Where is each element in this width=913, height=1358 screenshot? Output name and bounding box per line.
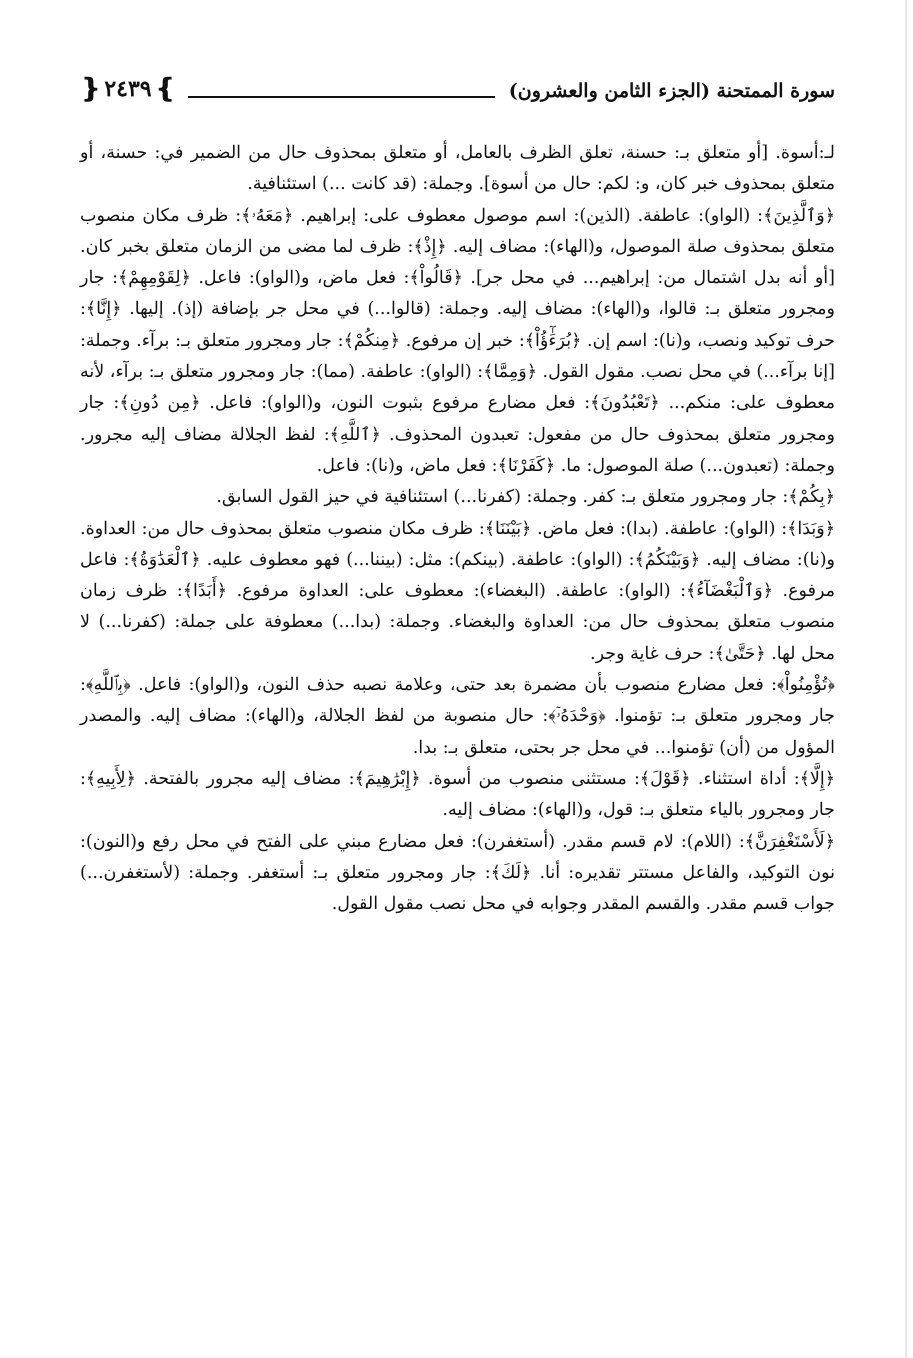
page-number-box <box>80 72 176 106</box>
paragraph-6: ﴿إِلَّا﴾: أداة استثناء. ﴿قَوْلَ﴾: مستثنى منصوب من أسوة. ﴿إِبْرَٰهِيمَ﴾: مضاف إليه مجرور بالفتحة. ﴿لِأَبِيهِ﴾: جار ومجرور بالياء متعلق بـ: قول، و(الهاء): مضاف إليه. <box>80 768 835 821</box>
page-edge <box>905 0 907 1358</box>
paragraph-7: ﴿لَأَسْتَغْفِرَنَّ﴾: (اللام): لام قسم مقدر. (أستغفرن): فعل مضارع مبني على الفتح في محل رفع و(النون): نون التوكيد، والفاعل مستتر تقديره: أنا. ﴿لَكَ﴾: جار ومجرور متعلق بـ: أستغفر. وجملة: (لأستغفرن...) جواب قسم مقدر. والقسم المقدر وجوابه في محل نصب مقول القول. <box>80 831 835 915</box>
page-body <box>80 138 835 920</box>
running-title: سورة الممتحنة (الجزء الثامن والعشرون) <box>508 80 835 102</box>
page-header <box>80 60 835 120</box>
page-number: ٢٤٣٩ <box>104 76 152 102</box>
paragraph-4: ﴿وَبَدَا﴾: (الواو): عاطفة. (بدا): فعل ماض. ﴿بَيْنَنَا﴾: ظرف مكان منصوب متعلق بمحذوف حال من: العداوة. و(نا): مضاف إليه. ﴿وَبَيْنَكُمُ﴾: (الواو): عاطفة. (بينكم): مثل: (بيننا...) فهو معطوف عليه. ﴿ٱلْعَدَٰوَةُ﴾: فاعل مرفوع. ﴿وَٱلْبَغْضَآءُ﴾: (الواو): عاطفة. (البغضاء): معطوف على: العداوة مرفوع. ﴿أَبَدًا﴾: ظرف زمان منصوب متعلق بمحذوف حال من: العداوة والبغضاء. وجملة: (بدا...) معطوفة على جملة: (كفرنا...) لا محل لها. ﴿حَتَّىٰ﴾: حرف غاية وجر. <box>80 518 835 664</box>
page-number-brace-right: ❵ <box>154 74 177 104</box>
document-page <box>80 60 835 1320</box>
paragraph-3: ﴿بِكُمْ﴾: جار ومجرور متعلق بـ: كفر. وجملة: (كفرنا...) استئنافية في حيز القول السابق. <box>216 487 835 508</box>
paragraph-1: لـ:أسوة. [أو متعلق بـ: حسنة، تعلق الظرف بالعامل، أو متعلق بمحذوف حال من الضمير في: حسنة، أو متعلق بمحذوف خبر كان، و: لكم: حال من أسوة]. وجملة: (قد كانت ...) استئنافية. <box>80 143 835 195</box>
paragraph-5: ﴿تُؤْمِنُواْ﴾: فعل مضارع منصوب بأن مضمرة بعد حتى، وعلامة نصبه حذف النون، و(الواو): فاعل. ﴿بِٱللَّهِ﴾: جار ومجرور متعلق بـ: تؤمنوا. ﴿وَحْدَهُۥٓ﴾: حال منصوبة من لفظ الجلالة، و(الهاء): مضاف إليه. والمصدر المؤول من (أن) تؤمنوا... في محل جر بحتى، متعلق بـ: بدا. <box>80 675 835 758</box>
paragraph-2: ﴿وَٱلَّذِينَ﴾: (الواو): عاطفة. (الذين): اسم موصول معطوف على: إبراهيم. ﴿مَعَهُۥ﴾: ظرف مكان منصوب متعلق بمحذوف صلة الموصول، و(الهاء): مضاف إليه. ﴿إِذْ﴾: ظرف لما مضى من الزمان متعلق بخبر كان. [أو أنه بدل اشتمال من: إبراهيم... في محل جر]. ﴿قَالُواْ﴾: فعل ماض، و(الواو): فاعل. ﴿لِقَوْمِهِمْ﴾: جار ومجرور متعلق بـ: قالوا، و(الهاء): مضاف إليه. وجملة: (قالوا...) في محل جر بإضافة (إذ). إليها. ﴿إِنَّا﴾: حرف توكيد ونصب، و(نا): اسم إن. ﴿بُرَءَٰٓؤُاْ﴾: خبر إن مرفوع. ﴿مِنكُمْ﴾: جار ومجرور متعلق بـ: برآء. وجملة: [إنا برآء...) في محل نصب. مقول القول. ﴿وَمِمَّا﴾: (الواو): عاطفة. (مما): جار ومجرور متعلق بـ: برآء، لأنه معطوف على: منكم... ﴿تَعْبُدُونَ﴾: فعل مضارع مرفوع بثبوت النون، و(الواو): فاعل. ﴿مِن دُونِ﴾: جار ومجرور متعلق بمحذوف حال من مفعول: تعبدون المحذوف. ﴿ٱللَّهِ﴾: لفظ الجلالة مضاف إليه مجرور. وجملة: (تعبدون...) صلة الموصول: ما. ﴿كَفَرْنَا﴾: فعل ماض، و(نا): فاعل. <box>80 205 835 476</box>
header-rule <box>188 96 495 98</box>
page-number-brace-left: ❴ <box>79 74 102 104</box>
